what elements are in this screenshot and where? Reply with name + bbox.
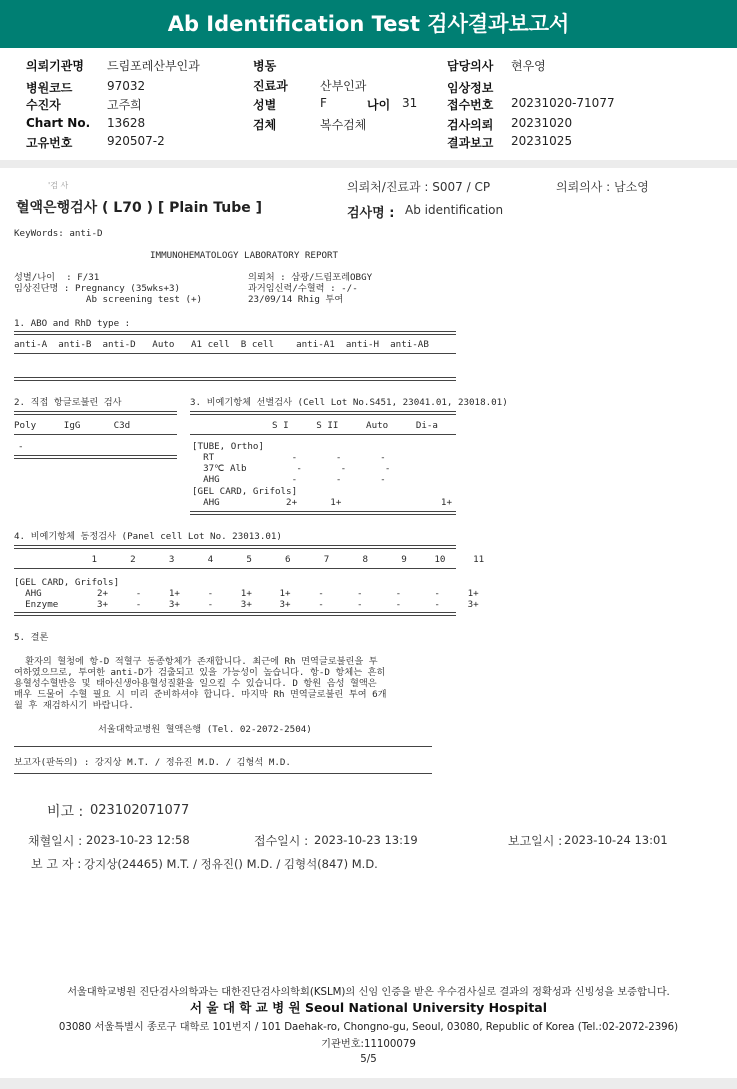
- conclusion-line: 용혈성수혈반응 및 태아신생아용혈성질환을 일으킬 수 있습니다. D 항원 음성 혈액은: [14, 678, 377, 689]
- margin-mark: '검 사: [48, 181, 69, 190]
- info-label: 임상정보: [447, 81, 494, 95]
- page-number: 5/5: [360, 1054, 377, 1065]
- reporter-value: 강지상(24465) M.T. / 정유진() M.D. / 김형석(847) M.D.: [84, 857, 378, 871]
- age-label: [367, 96, 390, 113]
- section-2-title: 2. 직접 항글로불린 검사: [14, 397, 122, 408]
- blood-bank-contact: 서울대학교병원 혈액은행 (Tel. 02-2072-2504): [98, 724, 312, 735]
- dat-value: -: [18, 441, 24, 452]
- double-rule: [14, 455, 177, 459]
- institution-number: 기관번호:11100079: [321, 1039, 416, 1050]
- age-value: 31: [402, 96, 418, 110]
- note-label: 비고 :: [47, 804, 84, 820]
- screening-row: RT - - -: [192, 452, 386, 463]
- bottom-bar: [0, 1078, 737, 1089]
- info-label: Chart No.: [26, 116, 91, 130]
- dat-columns: Poly IgG C3d: [14, 420, 131, 431]
- demographic-line: 23/09/14 Rhig 투여: [248, 294, 344, 305]
- demographic-line: Ab screening test (+): [14, 294, 203, 305]
- double-rule: [14, 377, 456, 381]
- keywords: KeyWords: anti-D: [14, 228, 103, 239]
- info-label: 검체: [253, 118, 277, 132]
- info-label: 검사의뢰: [447, 118, 494, 132]
- info-label: 나이: [367, 98, 391, 112]
- rule: [14, 773, 432, 774]
- report-signers: 보고자(판독의) : 강지상 M.T. / 정유진 M.D. / 김형석 M.D.: [14, 757, 291, 768]
- info-label: 결과보고: [447, 136, 494, 150]
- screening-columns: S I S II Auto Di-a: [272, 420, 438, 431]
- hospital-name: 서 울 대 학 교 병 원 Seoul National University Hospital: [189, 1000, 548, 1015]
- section-5-title: 5. 결론: [14, 632, 49, 643]
- section-separator: [0, 160, 737, 168]
- rule: [14, 434, 177, 435]
- screening-row: AHG 2+ 1+ 1+: [192, 497, 452, 508]
- conclusion-line: 매우 드물어 수혈 필요 시 미리 준비하셔야 합니다. 마지막 Rh 면역글로불린 투여 6개: [14, 689, 387, 700]
- panel-row: Enzyme 3+ - 3+ - 3+ 3+ - - - - 3+: [14, 599, 479, 610]
- info-row: [26, 134, 72, 151]
- info-row: [26, 116, 90, 130]
- section-1-title: 1. ABO and RhD type :: [14, 318, 131, 329]
- info-row: [447, 134, 493, 151]
- demographic-line: 과거임신력/수혈력 : -/-: [248, 283, 358, 294]
- info-value: F: [320, 96, 327, 110]
- note-value: 023102071077: [90, 803, 190, 818]
- report-title-banner: [0, 0, 737, 48]
- conclusion-line: 월 후 재검하시기 바랍니다.: [14, 700, 134, 711]
- info-label: 성별: [253, 98, 277, 112]
- double-rule: [190, 511, 456, 515]
- screening-row: [TUBE, Ortho]: [192, 441, 264, 452]
- info-label: 병원코드: [26, 81, 73, 95]
- rule: [14, 353, 456, 354]
- info-row: [447, 79, 493, 96]
- info-label: 수진자: [26, 98, 61, 112]
- info-value: 97032: [107, 79, 146, 93]
- info-row: [447, 116, 493, 133]
- info-label: 고유번호: [26, 136, 73, 150]
- lab-report-title: IMMUNOHEMATOLOGY LABORATORY REPORT: [150, 250, 339, 261]
- collected-label: 채혈일시 :: [28, 834, 83, 848]
- info-value: 고주희: [107, 98, 142, 112]
- double-rule: [14, 545, 456, 549]
- hospital-address: 03080 서울특별시 종로구 대학로 101번지 / 101 Daehak-ro, Chongno-gu, Seoul, 03080, Republic of Korea (Tel.:02-2072-2396): [58, 1022, 679, 1033]
- abo-rhd-columns: anti-A anti-B anti-D Auto A1 cell B cell anti-A1 anti-H anti-AB: [14, 339, 429, 350]
- section-4-title: 4. 비예기항체 동정검사 (Panel cell Lot No. 23013.01): [14, 531, 282, 542]
- info-value: 드림포레산부인과: [107, 59, 200, 73]
- info-label: 담당의사: [447, 59, 494, 73]
- screening-row: [GEL CARD, Grifols]: [192, 486, 298, 497]
- section-3-title: 3. 비예기항체 선별검사 (Cell Lot No.S451, 23041.01, 23018.01): [190, 397, 508, 408]
- info-label: 진료과: [253, 79, 288, 93]
- certification-statement: 서울대학교병원 진단검사의학과는 대한진단검사의학회(KSLM)의 신임 인증을 받은 우수검사실로 결과의 정확성과 신빙성을 보증합니다.: [67, 987, 670, 998]
- info-row: [26, 57, 84, 74]
- demographic-line: 성별/나이 : F/31: [14, 272, 100, 283]
- reported-label: 보고일시 :: [508, 834, 563, 848]
- double-rule: [14, 331, 456, 335]
- reporter-label: 보 고 자 :: [31, 857, 82, 871]
- panel-row: [GEL CARD, Grifols]: [14, 577, 120, 588]
- panel-columns: 1 2 3 4 5 6 7 8 9 10 11: [14, 554, 485, 565]
- reported-value: 2023-10-24 13:01: [564, 833, 668, 847]
- info-value: 복수검체: [320, 118, 367, 132]
- info-row: [447, 57, 493, 74]
- info-row: [253, 57, 276, 74]
- conclusion-line: 환자의 혈청에 항-D 적혈구 동종항체가 존재합니다. 최근에 Rh 면역글로불린을 투: [14, 656, 378, 667]
- received-label: 접수일시 :: [254, 834, 309, 848]
- info-row: [253, 116, 276, 133]
- rule: [14, 746, 432, 747]
- test-name-value: Ab identification: [405, 203, 504, 217]
- report-title: Ab Identification Test 검사결과보고서: [167, 12, 570, 36]
- screening-row: AHG - - -: [192, 474, 386, 485]
- test-title: 혈액은행검사 ( L70 ) [ Plain Tube ]: [16, 200, 263, 216]
- double-rule: [14, 612, 456, 616]
- info-label: 의뢰기관명: [26, 59, 84, 73]
- info-value: 920507-2: [107, 134, 165, 148]
- rule: [190, 434, 456, 435]
- double-rule: [190, 411, 456, 415]
- demographic-line: 임상진단명 : Pregnancy (35wks+3): [14, 283, 181, 294]
- screening-row: 37℃ Alb - - -: [192, 463, 391, 474]
- info-row: [447, 96, 493, 113]
- info-value: 20231025: [511, 134, 573, 148]
- received-value: 2023-10-23 13:19: [314, 833, 418, 847]
- info-value: 20231020-71077: [511, 96, 615, 110]
- doctor-info: 의뢰의사 : 남소영: [556, 180, 649, 194]
- info-value: 13628: [107, 116, 146, 130]
- info-label: 병동: [253, 59, 277, 73]
- info-row: [26, 96, 61, 113]
- info-value: 산부인과: [320, 79, 367, 93]
- double-rule: [14, 411, 177, 415]
- info-row: [26, 79, 72, 96]
- collected-value: 2023-10-23 12:58: [86, 833, 190, 847]
- info-label: 접수번호: [447, 98, 494, 112]
- demographic-line: 의뢰처 : 삼광/드림포레OBGY: [248, 272, 373, 283]
- info-row: [253, 96, 276, 113]
- info-row: [253, 77, 288, 94]
- info-value: 20231020: [511, 116, 573, 130]
- panel-row: AHG 2+ - 1+ - 1+ 1+ - - - - 1+: [14, 588, 479, 599]
- order-info: 의뢰처/진료과 : S007 / CP: [347, 180, 491, 194]
- rule: [14, 568, 456, 569]
- info-value: 현우영: [511, 59, 546, 73]
- conclusion-line: 여하였으므로, 투여한 anti-D가 검출되고 있을 가능성이 높습니다. 항-D 항체는 흔히: [14, 667, 386, 678]
- test-name-label: 검사명 :: [347, 206, 395, 221]
